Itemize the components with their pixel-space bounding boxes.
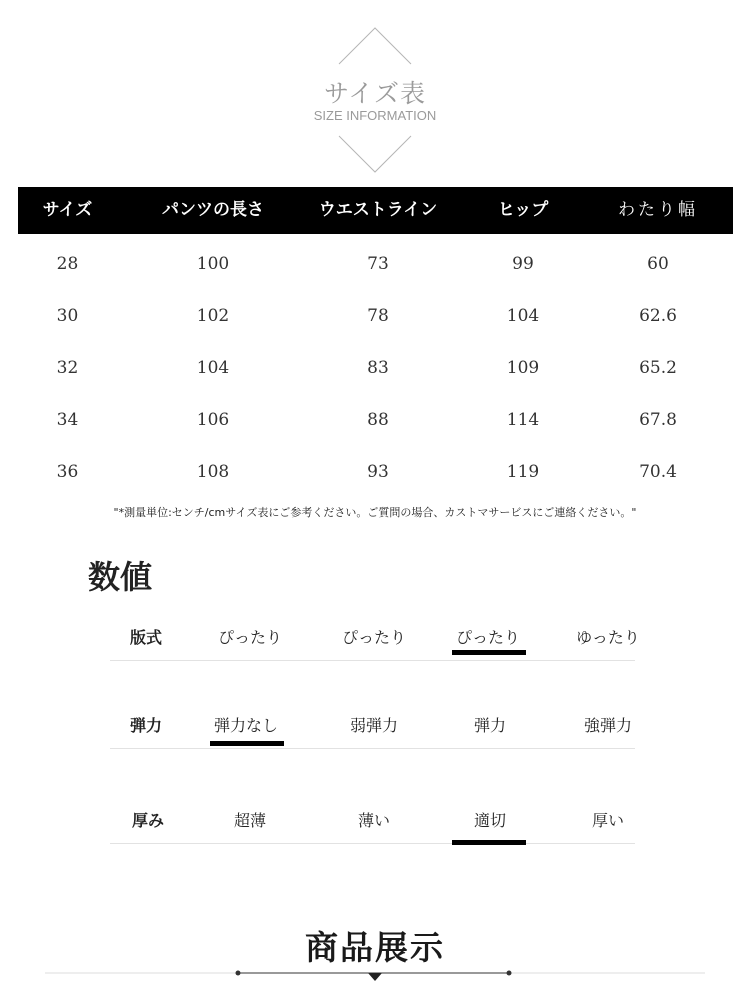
spec-label: 弾力 (129, 716, 162, 735)
col-waist: ウエストライン (318, 200, 438, 220)
spec-option: ぴったり (341, 628, 406, 647)
section-divider (0, 962, 750, 988)
cell-hip: 109 (506, 358, 540, 378)
spec-label: 版式 (129, 628, 162, 647)
spec-option-selected: ぴったり (455, 628, 520, 647)
spec-option-selected: 弾力なし (213, 716, 278, 735)
cell-hip: 104 (506, 306, 540, 326)
spec-row-thickness (110, 803, 635, 844)
spec-option: 強弾力 (583, 716, 632, 735)
spec-selected-indicator (452, 650, 526, 655)
cell-pants-length: 100 (196, 254, 230, 274)
cell-waist: 88 (367, 410, 389, 430)
cell-hip: 99 (512, 254, 534, 274)
cell-size: 28 (56, 254, 79, 274)
cell-waist: 83 (367, 358, 389, 378)
cell-pants-length: 106 (196, 410, 230, 430)
spec-option: 弱弾力 (349, 716, 398, 735)
spec-selected-indicator (210, 741, 284, 746)
cell-size: 32 (56, 358, 79, 378)
table-row (18, 290, 733, 342)
cell-thigh: 70.4 (639, 462, 677, 482)
header-ornament-top (338, 26, 412, 66)
size-chart-subtitle: SIZE INFORMATION (313, 108, 437, 123)
cell-pants-length: 104 (196, 358, 230, 378)
spec-title: 数値 (88, 558, 153, 596)
spec-row-fit (110, 620, 640, 661)
cell-waist: 93 (367, 462, 389, 482)
spec-label: 厚み (131, 811, 164, 830)
size-chart-title: サイズ表 (323, 79, 426, 108)
table-row (18, 394, 733, 446)
spec-row-stretch (110, 708, 635, 749)
spec-option: ぴったり (217, 628, 282, 647)
cell-size: 34 (56, 410, 79, 430)
spec-option-selected: 適切 (473, 811, 506, 830)
cell-hip: 114 (506, 410, 540, 430)
spec-option: 超薄 (233, 811, 266, 830)
col-hip: ヒップ (497, 200, 549, 220)
cell-thigh: 67.8 (639, 410, 677, 430)
size-table-header (18, 187, 733, 234)
spec-option: 厚い (591, 811, 624, 830)
col-thigh: わたり幅 (618, 200, 698, 220)
table-row (18, 342, 733, 394)
header-ornament-bottom (338, 134, 412, 174)
table-row (18, 238, 733, 290)
cell-pants-length: 108 (196, 462, 230, 482)
col-pants-length: パンツの長さ (162, 200, 264, 220)
spec-selected-indicator (452, 840, 526, 845)
cell-size: 36 (56, 462, 79, 482)
product-display-title: 商品展示 (305, 928, 445, 967)
measurement-note: "*測量単位:センチ/cmサイズ表にご参考ください。ご質問の場合、カストマサービスにご連絡ください。" (113, 506, 637, 519)
cell-thigh: 60 (647, 254, 669, 274)
cell-pants-length: 102 (196, 306, 230, 326)
table-row (18, 446, 733, 498)
cell-hip: 119 (506, 462, 540, 482)
cell-waist: 78 (367, 306, 389, 326)
spec-option: ゆったり (576, 628, 640, 647)
cell-thigh: 65.2 (639, 358, 677, 378)
cell-waist: 73 (367, 254, 389, 274)
col-size: サイズ (42, 200, 93, 220)
cell-thigh: 62.6 (639, 306, 677, 326)
cell-size: 30 (56, 306, 79, 326)
spec-option: 薄い (357, 811, 390, 830)
spec-option: 弾力 (473, 716, 506, 735)
